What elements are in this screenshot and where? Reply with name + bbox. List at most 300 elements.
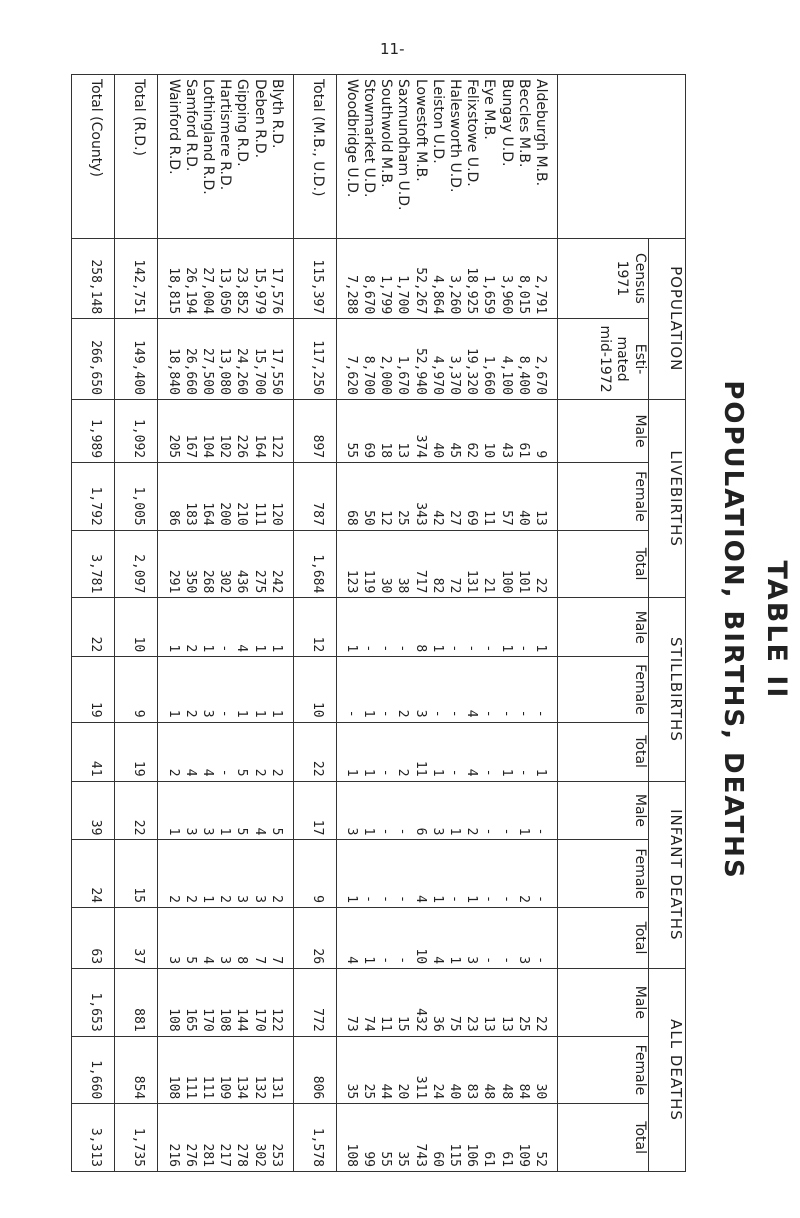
- rural-sb-total-item: 2: [251, 768, 267, 777]
- urban-lb-total-item: 119: [361, 569, 377, 594]
- urban-ad-female-item: 24: [429, 1083, 445, 1100]
- rural-census-item: 15,979: [251, 267, 267, 315]
- rural-estimated: [158, 319, 293, 400]
- urban-lb-male-item: 45: [447, 442, 463, 459]
- ad-male-header: Male: [558, 969, 649, 1037]
- urban-ad-total-item: 99: [361, 1151, 377, 1167]
- rural-ad-male: [158, 969, 293, 1037]
- urban-sb-total-item: 1: [343, 768, 359, 777]
- urban-id-male-item: -: [378, 827, 394, 836]
- urban-total-census: 115,397: [293, 238, 336, 319]
- urban-ad-female-item: 20: [395, 1083, 411, 1100]
- urban-ad-total-item: 60: [429, 1151, 445, 1167]
- urban-census-item: 8,015: [515, 275, 531, 315]
- urban-ad-total-item: 115: [447, 1143, 463, 1167]
- rural-sb-total: [158, 722, 293, 781]
- rural-district-names-item: Wainford R.D.: [165, 79, 182, 175]
- sb-total-header: Total: [558, 722, 649, 781]
- rural-ad-male-item: 144: [234, 1008, 250, 1032]
- urban-ad-male-item: 23: [464, 1016, 480, 1032]
- urban-lb-female-item: 42: [429, 510, 445, 526]
- rural-census-item: 26,194: [182, 267, 198, 315]
- urban-id-total-item: 3: [515, 956, 531, 965]
- urban-ad-total-item: 61: [481, 1151, 497, 1167]
- rural-ad-female-item: 111: [182, 1075, 198, 1100]
- rural-lb-total-item: 275: [251, 569, 267, 594]
- rural-sb-male-item: 1: [165, 644, 181, 653]
- rural-sb-total-item: 2: [165, 768, 181, 777]
- urban-lb-total-item: 101: [515, 569, 531, 594]
- urban-sb-female-item: 3: [412, 709, 428, 718]
- rural-ad-total-item: 278: [234, 1143, 250, 1167]
- urban-sb-male-item: -: [395, 644, 411, 653]
- rural-total-census: 142,751: [115, 238, 158, 319]
- urban-lb-female-item: 12: [378, 510, 394, 526]
- urban-ad-male-item: 432: [412, 1008, 428, 1032]
- urban-sb-total-item: 1: [498, 768, 514, 777]
- rural-district-names-item: Lothingland R.D.: [200, 79, 216, 195]
- urban-lb-total-item: 123: [343, 569, 359, 594]
- sb-female-header: Female: [558, 657, 649, 722]
- urban-id-total: [336, 908, 557, 969]
- urban-sb-female: [336, 657, 557, 722]
- urban-sb-female-item: -: [515, 709, 531, 718]
- lb-total-header: Total: [558, 530, 649, 598]
- rural-ad-total-item: 253: [268, 1143, 284, 1167]
- urban-district-names-item: Aldeburgh M.B.: [533, 79, 549, 187]
- urban-sb-male-item: -: [464, 644, 480, 653]
- rural-id-male-item: 3: [182, 827, 198, 836]
- urban-id-male-item: -: [498, 827, 514, 836]
- rural-id-total-item: 7: [251, 956, 267, 965]
- rural-districts-block: [158, 75, 293, 1172]
- urban-ad-male-item: 13: [498, 1016, 514, 1032]
- urban-ad-female-item: 25: [361, 1083, 377, 1100]
- urban-ad-male-item: 11: [378, 1016, 394, 1032]
- rural-lb-female-item: 120: [268, 502, 284, 526]
- urban-total-estimated: 117,250: [293, 319, 336, 400]
- rural-total-sb-total: 19: [115, 722, 158, 781]
- urban-id-female: [336, 840, 557, 908]
- rural-ad-female-item: 132: [251, 1075, 267, 1100]
- rural-sb-male-item: 1: [200, 644, 215, 653]
- urban-total-id-female: 9: [293, 840, 336, 908]
- rural-ad-total-item: 216: [165, 1143, 181, 1167]
- urban-id-total-item: -: [498, 956, 514, 965]
- urban-lb-total-item: 100: [498, 569, 514, 594]
- urban-ad-total-item: 743: [412, 1143, 428, 1167]
- urban-ad-total-item: 55: [378, 1151, 394, 1167]
- urban-total-ad-male: 772: [293, 969, 336, 1037]
- urban-total-sb-male: 12: [293, 598, 336, 657]
- county-total-sb-female: 19: [72, 657, 115, 722]
- rural-id-male-item: 3: [200, 827, 215, 836]
- urban-lb-female-item: 69: [464, 510, 480, 526]
- rural-total-estimated: 149,400: [115, 319, 158, 400]
- rural-lb-male-item: 167: [182, 434, 198, 459]
- urban-ad-male-item: 74: [361, 1016, 377, 1032]
- rural-ad-total-item: 217: [217, 1143, 233, 1167]
- urban-census-item: 1,799: [378, 275, 394, 315]
- urban-id-male-item: -: [481, 827, 497, 836]
- rural-id-total-item: 8: [234, 956, 250, 965]
- urban-lb-male-item: 62: [464, 442, 480, 459]
- county-total-ad-total: 3,313: [72, 1104, 115, 1172]
- urban-sb-male-item: 1: [498, 644, 514, 653]
- rural-census-item: 17,576: [268, 267, 284, 315]
- rural-lb-total-item: 436: [234, 569, 250, 594]
- urban-ad-male: [336, 969, 557, 1037]
- urban-lb-male-item: 10: [481, 442, 497, 459]
- urban-total-label: Total (M.B., U.D.): [293, 75, 336, 239]
- sub-header-row: [558, 75, 649, 1172]
- rural-total-ad-male: 881: [115, 969, 158, 1037]
- estimated-header: Esti-mated mid-1972: [558, 319, 649, 400]
- rural-id-female-item: 1: [200, 895, 215, 903]
- rural-sb-female-item: 1: [165, 709, 181, 718]
- rural-sb-female-item: 1: [234, 709, 250, 718]
- rural-ad-female-item: 131: [268, 1075, 284, 1100]
- urban-lb-total: [336, 530, 557, 598]
- urban-sb-female-item: 1: [361, 709, 377, 718]
- rural-census-item: 13,050: [217, 267, 233, 315]
- rural-id-male-item: 4: [251, 827, 267, 836]
- lb-female-header: Female: [558, 463, 649, 531]
- urban-district-names-item: Felixstowe U.D.: [464, 79, 481, 187]
- urban-sb-male-item: -: [481, 644, 497, 653]
- urban-id-male-item: -: [533, 827, 548, 836]
- urban-ad-female-item: 48: [498, 1083, 514, 1100]
- county-total-lb-male: 1,989: [72, 399, 115, 462]
- rural-lb-female: [158, 463, 293, 531]
- rural-sb-female-item: 1: [251, 709, 267, 718]
- rural-ad-total-item: 302: [251, 1143, 267, 1167]
- rural-ad-male-item: 108: [165, 1008, 181, 1032]
- urban-lb-male-item: 55: [343, 442, 359, 459]
- urban-ad-female-item: 311: [412, 1075, 428, 1100]
- urban-id-male-item: 3: [343, 827, 359, 836]
- urban-lb-male-item: 61: [515, 442, 531, 459]
- urban-estimated-item: 4,100: [498, 355, 514, 395]
- urban-sb-total-item: -: [447, 768, 463, 777]
- rural-id-total: [158, 908, 293, 969]
- rural-total-id-total: 37: [115, 908, 158, 969]
- urban-ad-male-item: 15: [395, 1016, 411, 1032]
- urban-id-total-item: -: [378, 956, 394, 965]
- urban-ad-female-item: 30: [533, 1083, 548, 1100]
- urban-district-names: [336, 75, 557, 239]
- urban-ad-total: [336, 1104, 557, 1172]
- urban-lb-female-item: 57: [498, 510, 514, 526]
- urban-ad-total-item: 35: [395, 1151, 411, 1167]
- county-total-id-male: 39: [72, 781, 115, 840]
- urban-ad-female-item: 84: [515, 1083, 531, 1100]
- urban-lb-female-item: 27: [447, 510, 463, 526]
- urban-sb-female-item: -: [429, 709, 445, 718]
- rural-sb-total-item: 4: [182, 768, 198, 777]
- urban-sb-male-item: -: [447, 644, 463, 653]
- urban-sb-female-item: -: [447, 709, 463, 718]
- urban-id-total-item: 10: [412, 948, 428, 965]
- ad-female-header: Female: [558, 1036, 649, 1104]
- urban-id-total-item: -: [533, 956, 548, 965]
- urban-id-total-item: 3: [464, 956, 480, 965]
- urban-sb-male-item: 1: [343, 644, 359, 653]
- rural-lb-female-item: 164: [200, 502, 215, 526]
- rural-id-female: [158, 840, 293, 908]
- rural-id-female-item: 2: [268, 895, 284, 903]
- table-titles: [680, 60, 800, 1200]
- urban-lb-female-item: 13: [533, 510, 548, 526]
- urban-ad-female-item: 40: [447, 1083, 463, 1100]
- rural-id-female-item: 2: [217, 895, 233, 903]
- urban-census-item: 1,700: [395, 275, 411, 315]
- urban-lb-total-item: 21: [481, 577, 497, 594]
- urban-sb-female-item: -: [498, 709, 514, 718]
- urban-id-total-item: -: [395, 956, 411, 965]
- rural-sb-total-item: -: [217, 768, 233, 777]
- urban-lb-male-item: 69: [361, 442, 377, 459]
- rural-sb-total-item: 2: [268, 768, 284, 777]
- urban-ad-total-item: 61: [498, 1151, 514, 1167]
- urban-sb-total-item: 2: [395, 768, 411, 777]
- rural-lb-male: [158, 399, 293, 462]
- rural-total-label: Total (R.D.): [115, 75, 158, 239]
- rural-ad-female-item: 109: [217, 1075, 233, 1100]
- urban-ad-male-item: 36: [429, 1016, 445, 1032]
- stillbirths-header: STILLBIRTHS: [649, 598, 686, 781]
- county-total-ad-female: 1,660: [72, 1036, 115, 1104]
- rural-id-female-item: 2: [182, 895, 198, 903]
- urban-total-row: [293, 75, 336, 1172]
- rural-census: [158, 238, 293, 319]
- rural-id-male-item: 1: [217, 827, 233, 836]
- urban-sb-total-item: 1: [533, 768, 548, 777]
- urban-districts-block: [336, 75, 557, 1172]
- population-births-deaths-table: [71, 74, 686, 1172]
- urban-sb-female-item: 4: [464, 709, 480, 718]
- urban-lb-male-item: 13: [395, 442, 411, 459]
- rural-lb-male-item: 226: [234, 434, 250, 459]
- urban-lb-female-item: 68: [343, 510, 359, 526]
- rural-total-sb-female: 9: [115, 657, 158, 722]
- urban-estimated-item: 19,320: [464, 347, 480, 395]
- county-total-lb-total: 3,781: [72, 530, 115, 598]
- urban-census-item: 4,864: [429, 275, 445, 315]
- group-header-row: [649, 75, 686, 1172]
- urban-total-sb-female: 10: [293, 657, 336, 722]
- urban-lb-male-item: 374: [412, 434, 428, 459]
- urban-total-lb-total: 1,684: [293, 530, 336, 598]
- county-total-estimated: 266,650: [72, 319, 115, 400]
- rural-ad-male-item: 122: [268, 1008, 284, 1032]
- rural-sb-total-item: 4: [200, 768, 215, 777]
- urban-lb-female: [336, 463, 557, 531]
- rural-lb-total-item: 350: [182, 569, 198, 594]
- county-total-census: 258,148: [72, 238, 115, 319]
- rural-census-item: 27,004: [200, 267, 215, 315]
- rural-district-names-item: Gipping R.D.: [234, 79, 251, 167]
- urban-total-ad-female: 806: [293, 1036, 336, 1104]
- ad-total-header: Total: [558, 1104, 649, 1172]
- urban-sb-total-item: 1: [429, 768, 445, 777]
- rural-sb-male-item: 4: [234, 644, 250, 653]
- rural-lb-female-item: 210: [234, 502, 250, 526]
- rural-sb-female: [158, 657, 293, 722]
- table-subject-title: POPULATION, BIRTHS, DEATHS: [718, 380, 748, 880]
- urban-lb-total-item: 72: [447, 577, 463, 594]
- urban-id-female-item: 2: [515, 895, 531, 903]
- rural-ad-male-item: 170: [251, 1008, 267, 1032]
- urban-id-male-item: 1: [361, 827, 377, 836]
- urban-lb-total-item: 131: [464, 569, 480, 594]
- urban-census-item: 2,791: [533, 275, 548, 315]
- rural-estimated-item: 26,660: [182, 347, 198, 395]
- census-header: Census 1971: [558, 238, 649, 319]
- rural-total-lb-total: 2,097: [115, 530, 158, 598]
- population-header: POPULATION: [649, 238, 686, 399]
- rural-total-id-male: 22: [115, 781, 158, 840]
- urban-sb-female-item: -: [481, 709, 497, 718]
- rotated-table-page: [0, 60, 800, 1200]
- rural-lb-male-item: 102: [217, 434, 233, 459]
- urban-estimated-item: 7,620: [343, 355, 359, 395]
- rural-lb-female-item: 86: [165, 510, 181, 526]
- rural-district-names-item: Deben R.D.: [251, 79, 268, 159]
- urban-estimated-item: 1,660: [481, 355, 497, 395]
- urban-district-names-item: Saxmundham U.D.: [395, 79, 412, 211]
- urban-id-female-item: 1: [429, 895, 445, 903]
- urban-ad-total-item: 109: [515, 1143, 531, 1167]
- rural-ad-female: [158, 1036, 293, 1104]
- rural-estimated-item: 24,260: [234, 347, 250, 395]
- county-total-ad-male: 1,653: [72, 969, 115, 1037]
- rural-sb-female-item: 2: [182, 709, 198, 718]
- urban-id-male: [336, 781, 557, 840]
- urban-estimated-item: 1,670: [395, 355, 411, 395]
- urban-lb-total-item: 82: [429, 577, 445, 594]
- urban-sb-female-item: -: [343, 709, 359, 718]
- rural-sb-male-item: -: [217, 644, 233, 653]
- rural-sb-male-item: 1: [251, 644, 267, 653]
- urban-id-male-item: 1: [447, 827, 463, 836]
- rural-id-female-item: 3: [234, 895, 250, 903]
- rural-total-id-female: 15: [115, 840, 158, 908]
- urban-district-names-item: Leiston U.D.: [429, 79, 446, 164]
- urban-district-names-item: Lowestoft M.B.: [412, 79, 429, 182]
- rural-lb-male-item: 205: [165, 434, 181, 459]
- urban-census: [336, 238, 557, 319]
- county-total-id-total: 63: [72, 908, 115, 969]
- urban-sb-total-item: 4: [464, 768, 480, 777]
- rural-lb-male-item: 122: [268, 434, 284, 459]
- urban-ad-male-item: 73: [343, 1016, 359, 1032]
- rural-total-lb-female: 1,005: [115, 463, 158, 531]
- urban-lb-female-item: 25: [395, 510, 411, 526]
- rural-total-ad-female: 854: [115, 1036, 158, 1104]
- rural-ad-total-item: 281: [200, 1143, 215, 1167]
- urban-sb-male-item: -: [378, 644, 394, 653]
- urban-id-female-item: 1: [464, 895, 480, 903]
- urban-lb-male: [336, 399, 557, 462]
- rural-total-ad-total: 1,735: [115, 1104, 158, 1172]
- urban-id-male-item: 6: [412, 827, 428, 836]
- rural-id-female-item: 2: [165, 895, 181, 903]
- urban-ad-male-item: 13: [481, 1016, 497, 1032]
- county-total-row: [72, 75, 115, 1172]
- urban-sb-male-item: -: [515, 644, 531, 653]
- urban-sb-male-item: 1: [533, 644, 548, 653]
- county-total-sb-total: 41: [72, 722, 115, 781]
- urban-sb-total-item: 11: [412, 760, 428, 777]
- urban-sb-total: [336, 722, 557, 781]
- rural-sb-male: [158, 598, 293, 657]
- urban-ad-total-item: 52: [533, 1151, 548, 1167]
- rural-lb-total-item: 268: [200, 569, 215, 594]
- urban-id-male-item: -: [395, 827, 411, 836]
- id-male-header: Male: [558, 781, 649, 840]
- urban-ad-total-item: 108: [343, 1143, 359, 1167]
- urban-sb-total-item: -: [481, 768, 497, 777]
- urban-lb-female-item: 343: [412, 502, 428, 526]
- rural-ad-male-item: 165: [182, 1008, 198, 1032]
- urban-id-male-item: 2: [464, 827, 480, 836]
- rural-ad-total: [158, 1104, 293, 1172]
- urban-estimated-item: 2,670: [533, 355, 548, 395]
- urban-estimated-item: 4,970: [429, 355, 445, 395]
- urban-id-total-item: 1: [447, 956, 463, 965]
- rural-id-total-item: 5: [182, 956, 198, 965]
- rural-estimated-item: 13,080: [217, 347, 233, 395]
- rural-lb-female-item: 183: [182, 502, 198, 526]
- rural-ad-female-item: 108: [165, 1075, 181, 1100]
- infant-deaths-header: INFANT DEATHS: [649, 781, 686, 969]
- rural-lb-female-item: 200: [217, 502, 233, 526]
- county-total-label: Total (County): [72, 75, 115, 239]
- urban-district-names-item: Stowmarket U.D.: [361, 79, 378, 198]
- urban-district-names-item: Beccles M.B.: [515, 79, 532, 168]
- urban-id-female-item: 1: [343, 895, 359, 903]
- urban-sb-total-item: -: [515, 768, 531, 777]
- table-number-title: TABLE II: [761, 560, 792, 700]
- urban-id-female-item: -: [395, 895, 411, 903]
- urban-id-female-item: -: [533, 895, 548, 903]
- urban-ad-female-item: 48: [481, 1083, 497, 1100]
- urban-district-names-item: Halesworth U.D.: [447, 79, 464, 193]
- urban-lb-total-item: 22: [533, 577, 548, 594]
- urban-estimated-item: 3,370: [447, 355, 463, 395]
- all-deaths-header: ALL DEATHS: [649, 969, 686, 1172]
- urban-census-item: 8,670: [361, 275, 377, 315]
- urban-ad-male-item: 25: [515, 1016, 531, 1032]
- urban-census-item: 18,925: [464, 267, 480, 315]
- livebirths-header: LIVEBIRTHS: [649, 399, 686, 597]
- urban-estimated-item: 8,400: [515, 355, 531, 395]
- urban-census-item: 1,659: [481, 275, 497, 315]
- rural-id-male: [158, 781, 293, 840]
- rural-total-lb-male: 1,092: [115, 399, 158, 462]
- urban-id-female-item: -: [447, 895, 463, 903]
- urban-district-names-item: Southwold M.B.: [378, 79, 395, 188]
- urban-sb-male: [336, 598, 557, 657]
- urban-ad-male-item: 22: [533, 1016, 548, 1032]
- lb-male-header: Male: [558, 399, 649, 462]
- urban-lb-male-item: 18: [378, 442, 394, 459]
- rural-sb-male-item: 1: [268, 644, 284, 653]
- urban-total-lb-male: 897: [293, 399, 336, 462]
- county-total-id-female: 24: [72, 840, 115, 908]
- urban-estimated: [336, 319, 557, 400]
